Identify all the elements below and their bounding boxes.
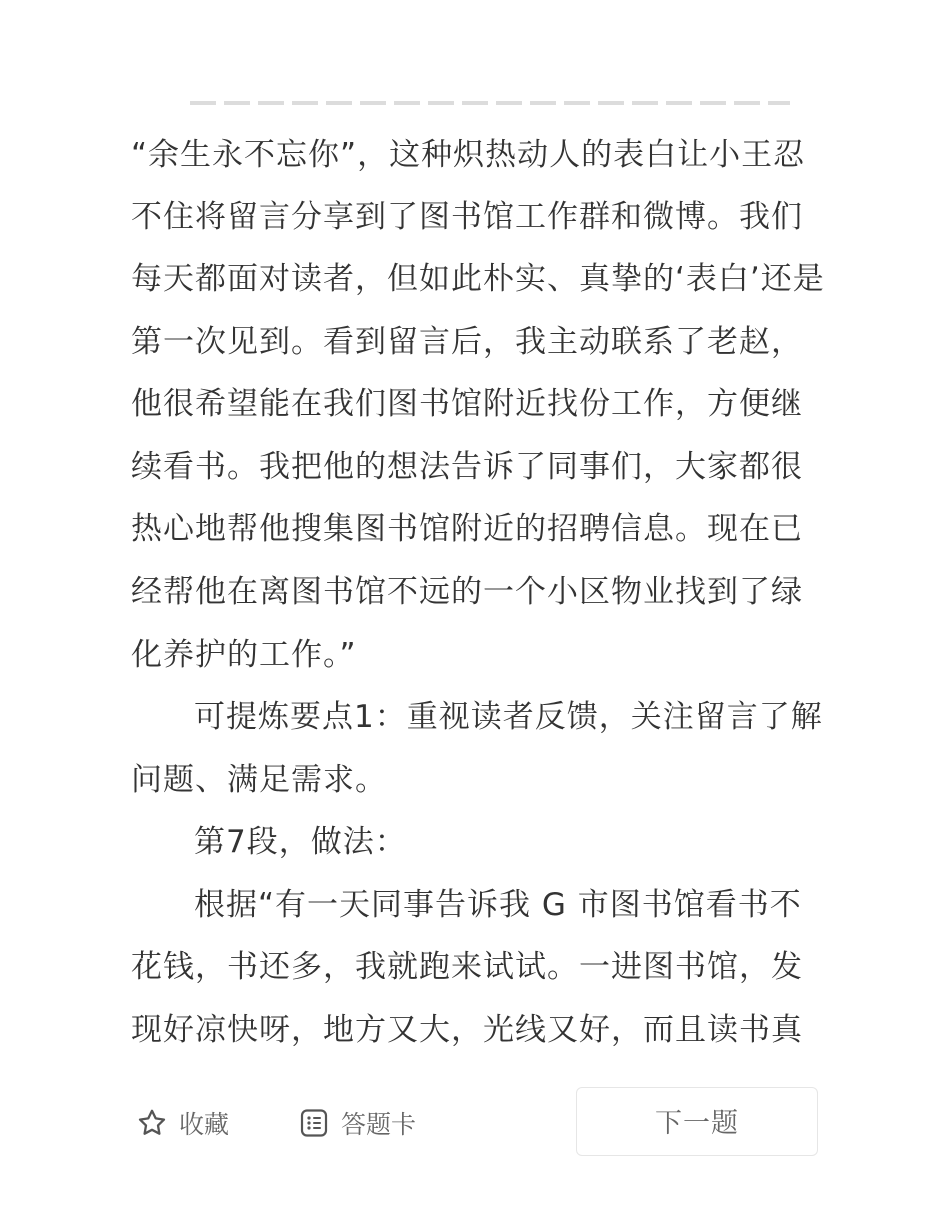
summary-point-line-1: 可提炼要点1：重视读者反馈，关注留言了解: [194, 699, 823, 735]
article-line-7: 热心地帮他搜集图书馆附近的招聘信息。现在已: [131, 511, 803, 547]
article-line-9: 化养护的工作。”: [131, 637, 357, 673]
answer-card-button[interactable]: [297, 1103, 416, 1143]
next-question-button[interactable]: 下一题: [576, 1087, 818, 1156]
answer-card-label: 答题卡: [341, 1110, 417, 1139]
article-line-1: “余生永不忘你”，这种炽热动人的表白让小王忍: [131, 137, 806, 173]
favorite-button[interactable]: [135, 1103, 229, 1143]
cropped-text-edge: [190, 101, 790, 105]
article-line-14: 花钱，书还多，我就跑来试试。一进图书馆，发: [131, 949, 803, 985]
summary-point-line-2: 问题、满足需求。: [131, 762, 387, 798]
article-line-15: 现好凉快呀，地方又大，光线又好，而且读书真: [131, 1012, 803, 1048]
favorite-label: 收藏: [179, 1110, 230, 1139]
answer-card-icon: [297, 1106, 331, 1140]
article-line-2: 不住将留言分享到了图书馆工作群和微博。我们: [131, 199, 803, 235]
article-line-6: 续看书。我把他的想法告诉了同事们，大家都很: [131, 449, 803, 485]
star-icon: [135, 1106, 169, 1140]
article-line-4: 第一次见到。看到留言后，我主动联系了老赵，: [131, 324, 803, 360]
article-line-3: 每天都面对读者，但如此朴实、真挚的‘表白’还是: [131, 261, 825, 297]
article-line-13: 根据“有一天同事告诉我 G 市图书馆看书不: [194, 887, 802, 923]
article-line-8: 经帮他在离图书馆不远的一个小区物业找到了绿: [131, 574, 803, 610]
article-line-5: 他很希望能在我们图书馆附近找份工作，方便继: [131, 386, 803, 422]
paragraph-method-heading: 第7段，做法：: [194, 824, 407, 860]
